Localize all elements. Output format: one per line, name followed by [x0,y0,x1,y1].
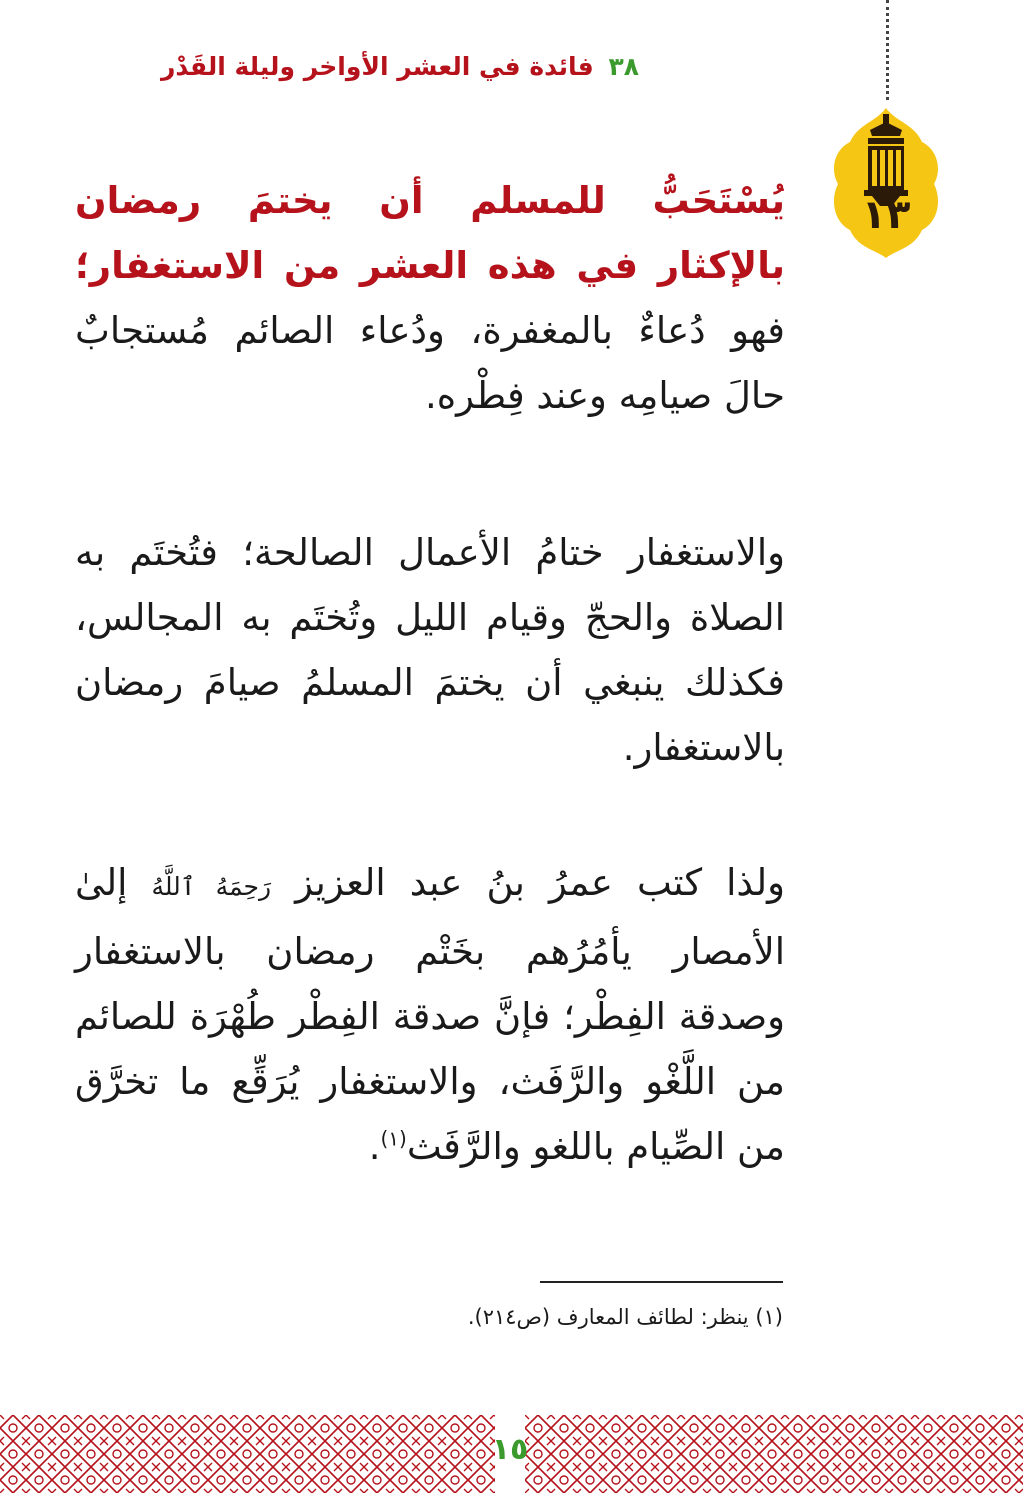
paragraph-3-text-b: إلىٰ الأمصار يأمُرُهم بخَتْم رمضان بالاستغفار وصدقة الفِطْر؛ فإنَّ صدقة الفِطْر طُهْرَة للصائم من اللَّغْو والرَّفَث، والاستغفار يُرَقِّع ما تخرَّق من الصِّيام باللغو والرَّفَث [75,861,785,1168]
paragraph-3-text-a: ولذا كتب عمرُ بنُ عبد العزيز [271,861,785,904]
paragraph-3-end: . [368,1125,381,1168]
paragraph-1 [75,168,785,428]
footer-pattern-right [525,1415,1023,1493]
header-page-number: ٣٨ [608,52,639,81]
paragraph-1-rest: فهو دُعاءٌ بالمغفرة، ودُعاء الصائم مُستجابٌ حالَ صيامِه وعند فِطْره. [75,309,785,417]
chapter-number: ١٣ [861,192,911,238]
footnote: (١) ينظر: لطائف المعارف (ص٢١٤). [467,1305,783,1329]
footnote-divider [540,1281,783,1283]
honorific-phrase: رَحِمَهُ ٱللَّهُ [151,872,272,901]
page-number: ١٥ [491,1432,529,1467]
header-title: فائدة في العشر الأواخر وليلة القَدْر [161,52,594,81]
footer-pattern-left [0,1415,495,1493]
paragraph-2: والاستغفار ختامُ الأعمال الصالحة؛ فتُختَم به الصلاة والحجّ وقيام الليل وتُختَم به المجالس، فكذلك ينبغي أن يختمَ المسلمُ صيامَ رمضان بالاستغفار. [75,531,785,769]
footnote-reference[interactable]: (١) [380,1126,407,1151]
running-header [150,52,650,81]
paragraph-3 [75,850,785,1179]
paragraph-1-highlight: يُسْتَحَبُّ للمسلم أن يختمَ رمضان بالإكثار في هذه العشر من الاستغفار؛ [75,179,785,287]
header-dotted-line [886,0,889,100]
